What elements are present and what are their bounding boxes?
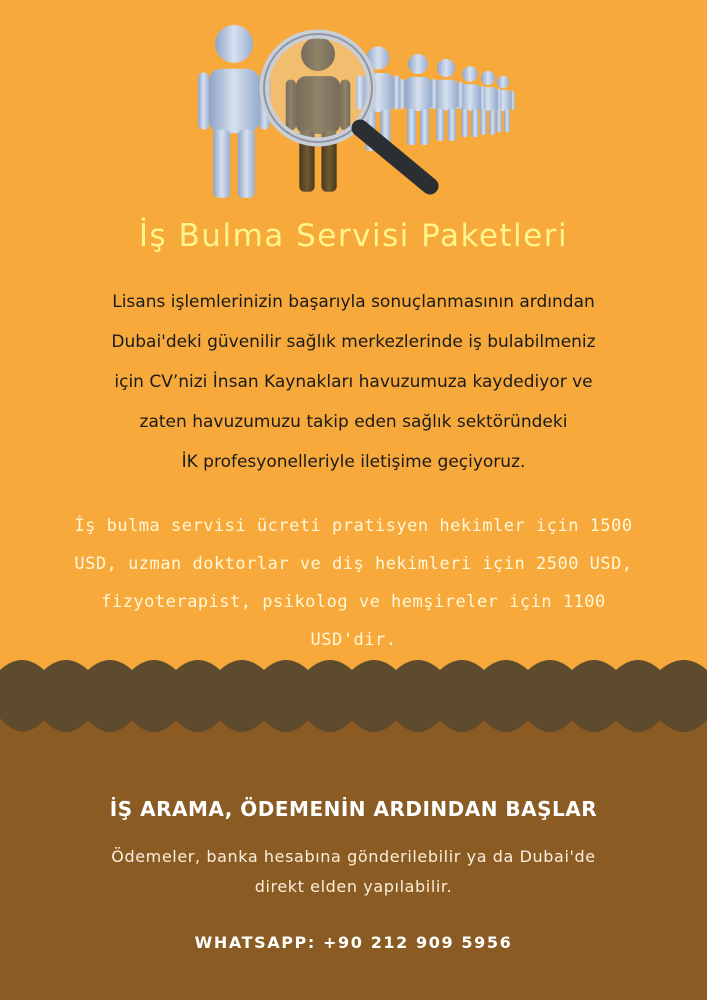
people-magnifier-illustration: [190, 18, 530, 223]
intro-line: zaten havuzumuzu takip eden sağlık sektöründeki: [139, 412, 568, 432]
intro-line: Dubai'deki güvenilir sağlık merkezlerinde iş bulabilmeniz: [111, 332, 596, 352]
fees-paragraph: [20, 507, 687, 659]
intro-line: Lisans işlemlerinizin başarıyla sonuçlanmasının ardından: [112, 292, 595, 312]
intro-line: için CV’nizi İnsan Kaynakları havuzumuza kaydediyor ve: [114, 372, 593, 392]
magnifying-glass-icon: [264, 34, 430, 186]
fee-line: USD'dir.: [310, 630, 397, 650]
fee-line: fizyoterapist, psikolog ve hemşireler için 1100: [101, 592, 606, 612]
fee-line: USD, uzman doktorlar ve diş hekimleri için 2500 USD,: [74, 554, 633, 574]
intro-paragraph: [60, 282, 647, 482]
fee-line: İş bulma servisi ücreti pratisyen hekimler için 1500: [74, 516, 633, 536]
payment-paragraph: [40, 842, 667, 902]
payment-line: Ödemeler, banka hesabına gönderilebilir ya da Dubai'de: [111, 847, 596, 866]
payment-line: direkt elden yapılabilir.: [254, 877, 453, 896]
payment-heading: İŞ ARAMA, ÖDEMENİN ARDINDAN BAŞLAR: [109, 797, 598, 821]
page-title: İş Bulma Servisi Paketleri: [138, 218, 569, 254]
intro-line: İK profesyonelleriyle iletişime geçiyoruz.: [181, 452, 526, 472]
whatsapp-contact: WHATSAPP: +90 212 909 5956: [194, 933, 513, 952]
